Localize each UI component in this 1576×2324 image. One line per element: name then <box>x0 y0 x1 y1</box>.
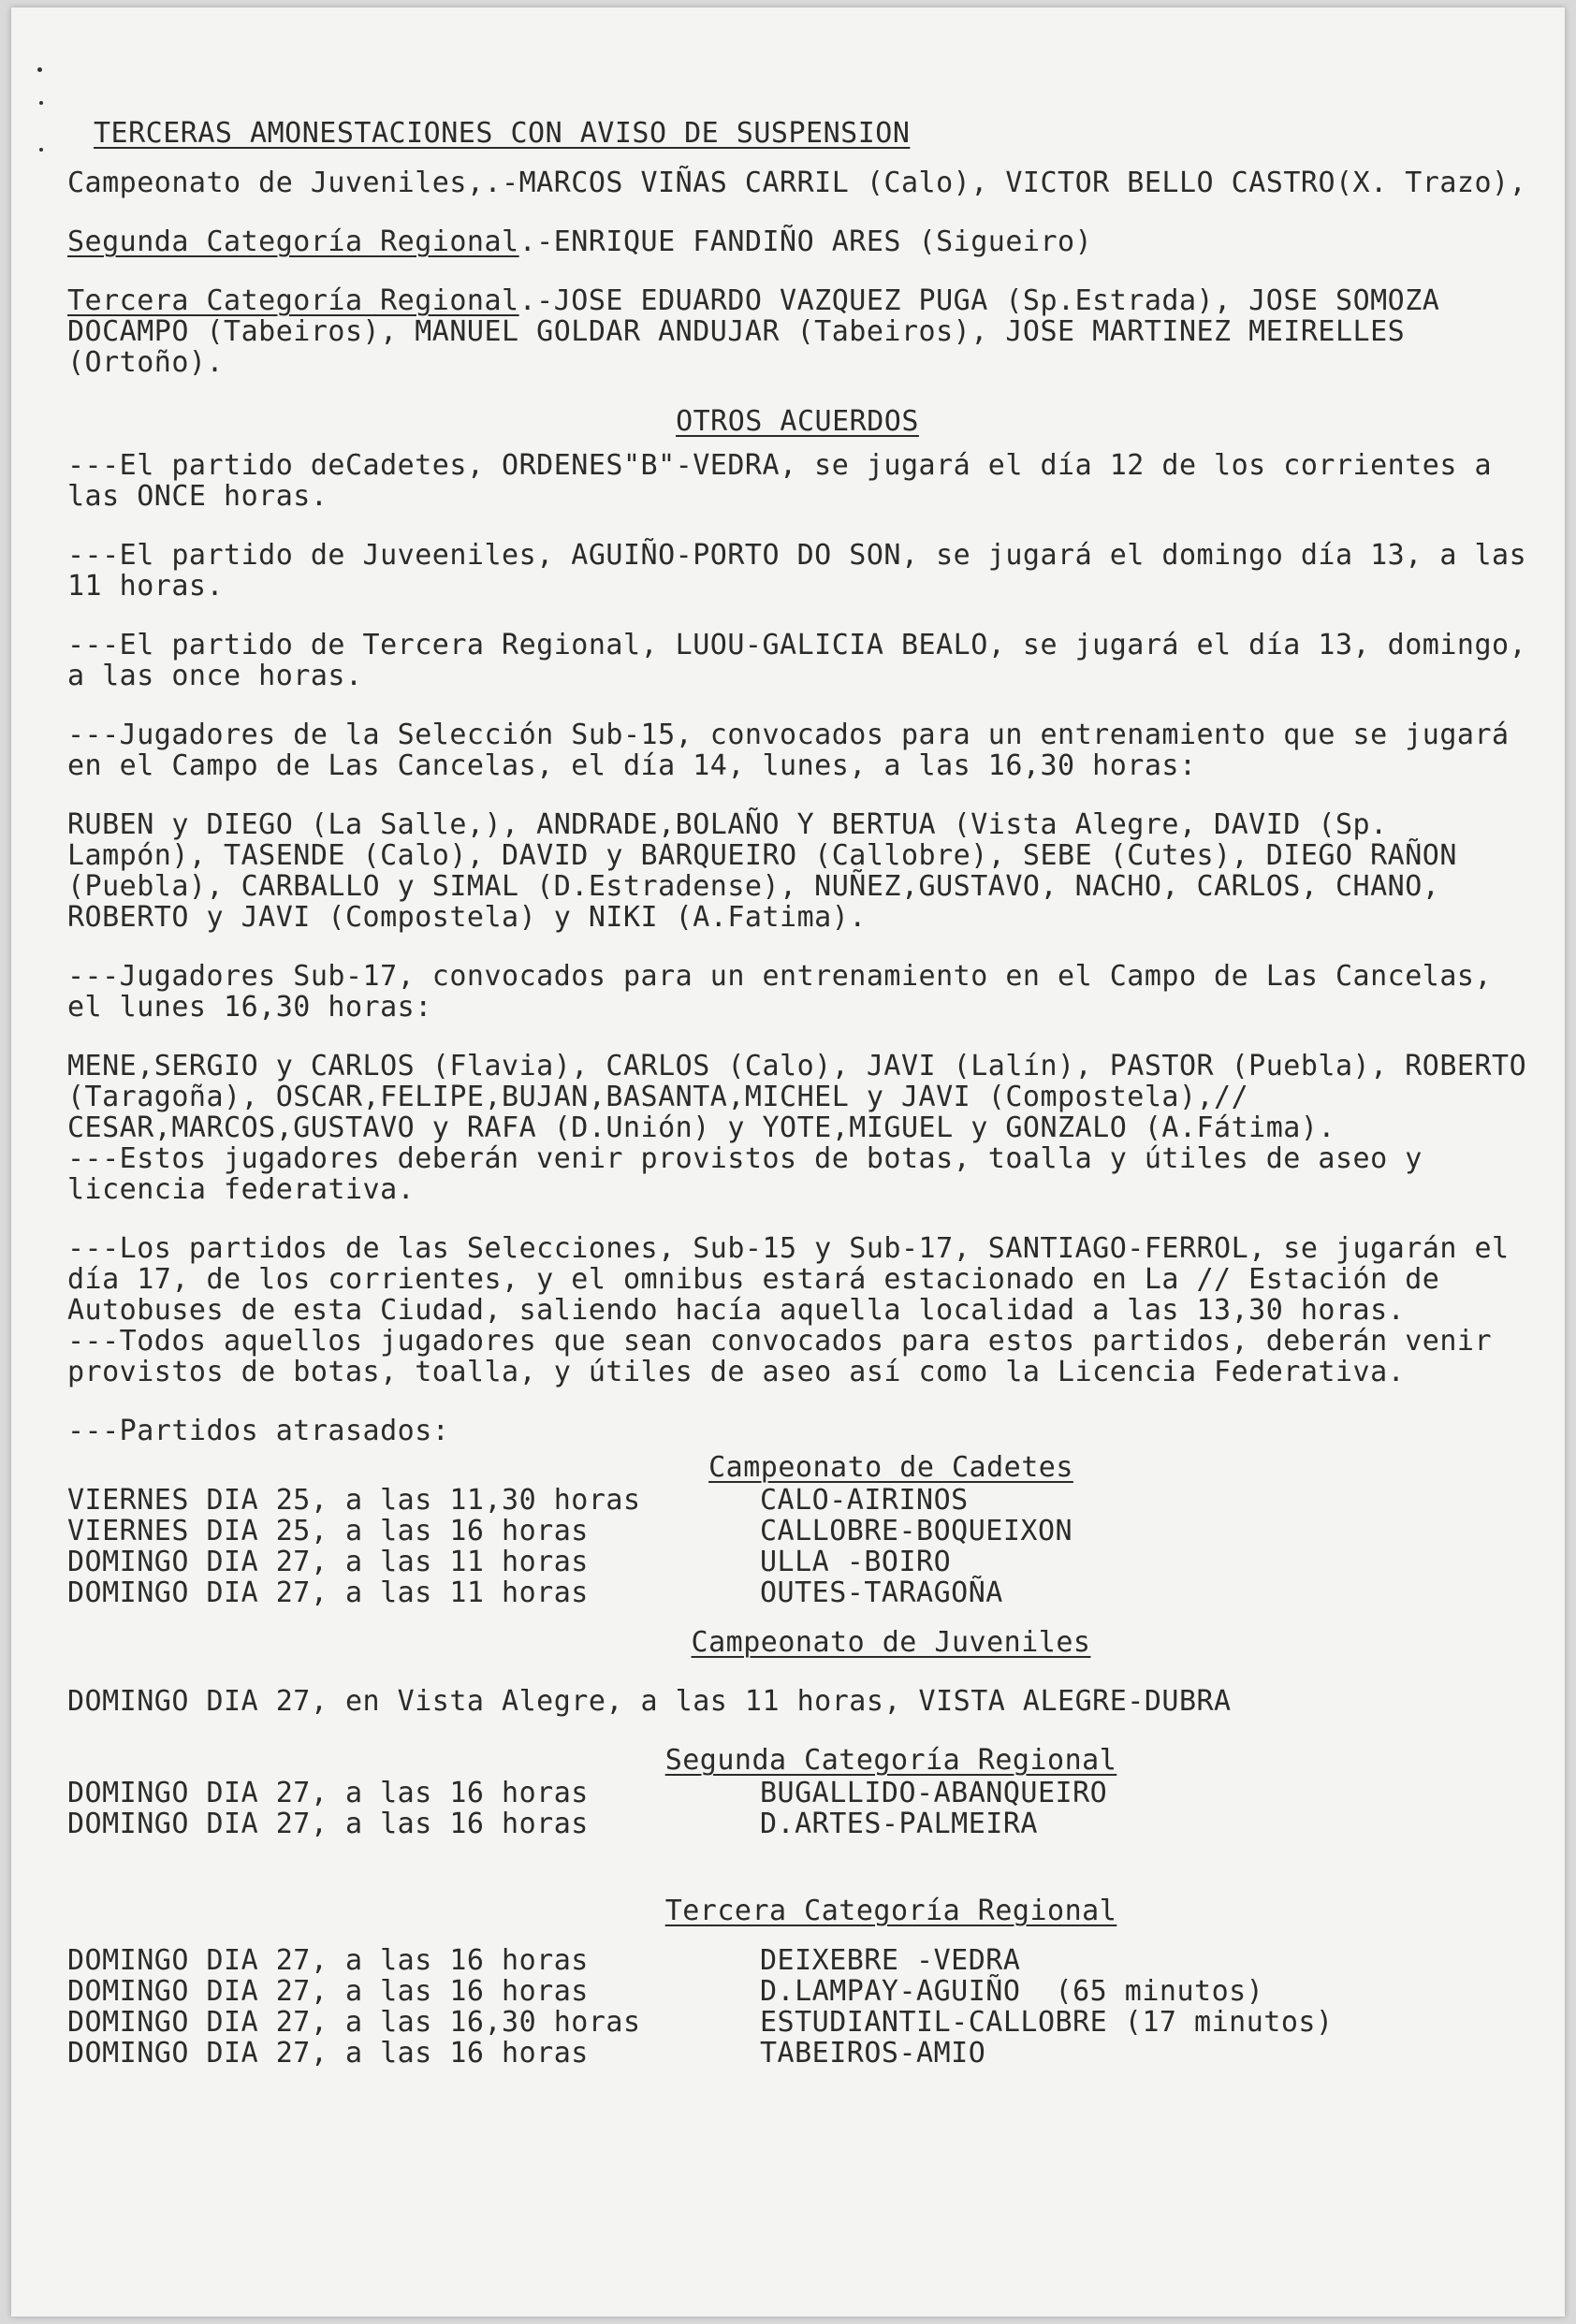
otros-acuerdos-heading: OTROS ACUERDOS <box>676 405 919 438</box>
schedule-match: DEIXEBRE -VEDRA <box>760 1944 1021 1977</box>
tercera-heading: Tercera Categoría Regional <box>664 1895 1117 1927</box>
schedule-when: DOMINGO DIA 27, a las 16 horas <box>67 1777 589 1809</box>
segunda-schedule <box>67 1778 1527 1839</box>
category-label: Segunda Categoría Regional <box>67 225 519 258</box>
category-label: Campeonato de Juveniles, <box>67 167 485 199</box>
category-label: Tercera Categoría Regional <box>67 284 519 317</box>
tercera-schedule <box>67 1945 1527 2069</box>
schedule-when: DOMINGO DIA 27, a las 16,30 horas <box>67 2006 641 2039</box>
cadetes-heading: Campeonato de Cadetes <box>708 1451 1073 1484</box>
schedule-match: D.LAMPAY-AGUIÑO (65 minutos) <box>760 1975 1264 2008</box>
staple-mark <box>39 101 43 105</box>
segunda-heading: Segunda Categoría Regional <box>664 1744 1117 1777</box>
schedule-match: OUTES-TARAGOÑA <box>760 1576 1003 1609</box>
schedule-when: DOMINGO DIA 27, a las 16 horas <box>67 2037 589 2070</box>
staple-mark <box>39 148 43 152</box>
juveniles-line: DOMINGO DIA 27, en Vista Alegre, a las 11 horas, VISTA ALEGRE-DUBRA <box>67 1685 1232 1718</box>
amonestacion-tercera <box>67 285 1527 378</box>
staple-mark <box>37 67 42 72</box>
schedule-when: DOMINGO DIA 27, a las 16 horas <box>67 1808 589 1840</box>
document-page <box>11 7 1565 2317</box>
amonestacion-segunda <box>67 226 1527 257</box>
acuerdo-paragraph: ---El partido de Tercera Regional, LUOU-GALICIA BEALO, se jugará el día 13, domingo, a las once horas. <box>67 629 1544 692</box>
schedule-when: VIERNES DIA 25, a las 16 horas <box>67 1515 589 1547</box>
schedule-match: BUGALLIDO-ABANQUEIRO <box>760 1777 1108 1809</box>
category-text: .-JOSE EDUARDO VAZQUEZ PUGA (Sp.Estrada), JOSE SOMOZA DOCAMPO (Tabeiros), MANUEL GOLDAR ANDUJAR (Tabeiros), JOSE MARTINEZ MEIRELLES (Ortoño). <box>67 284 1457 379</box>
juveniles-heading: Campeonato de Juveniles <box>691 1626 1091 1659</box>
schedule-match: ESTUDIANTIL-CALLOBRE (17 minutos) <box>760 2006 1334 2039</box>
acuerdo-paragraph: ---Jugadores de la Selección Sub-15, convocados para un entrenamiento que se jugará en el Campo de Las Cancelas, el día 14, lunes, a las 16,30 horas: <box>67 719 1527 782</box>
document-body <box>67 117 1544 2087</box>
acuerdo-paragraph: ---El partido deCadetes, ORDENES"B"-VEDRA, se jugará el día 12 de los corrientes a las ONCE horas. <box>67 449 1510 513</box>
player-list-sub15: RUBEN y DIEGO (La Salle,), ANDRADE,BOLAÑO Y BERTUA (Vista Alegre, DAVID (Sp. Lampón), TASENDE (Calo), DAVID y BARQUEIRO (Callobre), SEBE (Cutes), DIEGO RAÑON (Puebla), CARBALLO y SIMAL (D.Estradense), NUÑEZ,GUSTAVO, NACHO, CARLOS, CHANO, ROBERTO y JAVI (Compostela) y NIKI (A.Fatima). <box>67 808 1475 934</box>
acuerdo-paragraph: ---El partido de Juveeniles, AGUIÑO-PORTO DO SON, se jugará el domingo día 13, a las 11 horas. <box>67 539 1544 603</box>
acuerdo-paragraph: ---Los partidos de las Selecciones, Sub-15 y Sub-17, SANTIAGO-FERROL, se jugarán el día 17, de los corrientes, y el omnibus estará estacionado en La // Estación de Autobuses de esta Ciudad, saliendo hacía aquella localidad a las 13,30 horas. ---Todos aquellos jugadores que sean convocados para estos partidos, deberán venir provistos de botas, toalla, y útiles de aseo así como la Licencia Federativa. <box>67 1232 1510 1388</box>
schedule-match: D.ARTES-PALMEIRA <box>760 1808 1038 1840</box>
schedule-when: DOMINGO DIA 27, a las 16 horas <box>67 1944 589 1977</box>
schedule-when: DOMINGO DIA 27, a las 11 horas <box>67 1546 589 1578</box>
player-list-sub17: MENE,SERGIO y CARLOS (Flavia), CARLOS (Calo), JAVI (Lalín), PASTOR (Puebla), ROBERTO (Taragoña), OSCAR,FELIPE,BUJAN,BASANTA,MICHEL y JAVI (Compostela),// CESAR,MARCOS,GUSTAVO y RAFA (D.Unión) y YOTE,MIGUEL y GONZALO (A.Fátima). ---Estos jugadores deberán venir provistos de botas, toalla y útiles de aseo y licencia federativa. <box>67 1050 1527 1206</box>
main-heading: TERCERAS AMONESTACIONES CON AVISO DE SUSPENSION <box>94 117 911 150</box>
schedule-when: DOMINGO DIA 27, a las 16 horas <box>67 1975 589 2008</box>
cadetes-schedule <box>67 1485 1527 1608</box>
schedule-match: TABEIROS-AMIO <box>760 2037 986 2070</box>
schedule-when: DOMINGO DIA 27, a las 11 horas <box>67 1576 589 1609</box>
category-text: .-ENRIQUE FANDIÑO ARES (Sigueiro) <box>518 225 1093 258</box>
schedule-match: ULLA -BOIRO <box>760 1546 952 1578</box>
schedule-match: CALLOBRE-BOQUEIXON <box>760 1515 1073 1547</box>
schedule-when: VIERNES DIA 25, a las 11,30 horas <box>67 1484 641 1517</box>
amonestacion-juveniles <box>67 167 1527 198</box>
acuerdo-paragraph: ---Jugadores Sub-17, convocados para un entrenamiento en el Campo de Las Cancelas, el lunes 16,30 horas: <box>67 960 1510 1024</box>
schedule-match: CALO-AIRINOS <box>760 1484 969 1517</box>
category-text: .-MARCOS VIÑAS CARRIL (Calo), VICTOR BELLO CASTRO(X. Trazo), <box>484 167 1527 199</box>
partidos-atrasados-label: ---Partidos atrasados: <box>67 1415 450 1447</box>
